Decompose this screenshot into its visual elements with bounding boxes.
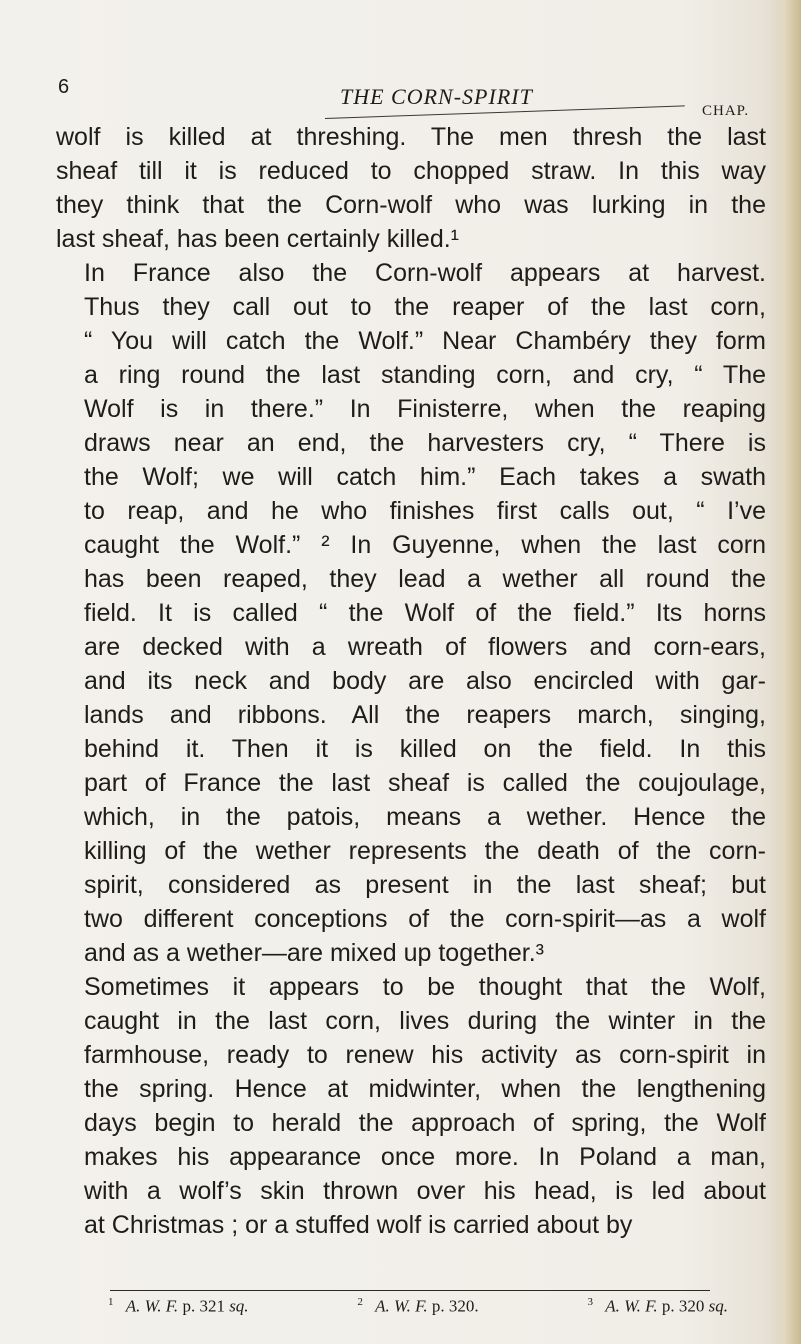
footnote-source: A. W. F. xyxy=(125,1296,179,1316)
footnote-ref: p. 321 xyxy=(182,1296,225,1316)
footnote-number: 3 xyxy=(587,1296,593,1308)
text-line: are decked with a wreath of flowers and corn-ears, xyxy=(84,633,766,661)
footnote-1 xyxy=(108,1296,249,1317)
text-line: which, in the patois, means a wether. Hence the xyxy=(84,803,766,831)
text-line: draws near an end, the harvesters cry, “ There is xyxy=(84,429,766,457)
page-number: 6 xyxy=(58,76,70,98)
text-line: last sheaf, has been certainly killed.¹ xyxy=(56,225,459,253)
text-line: sheaf till it is reduced to chopped straw. In this way xyxy=(56,157,766,185)
text-line: days begin to herald the approach of spring, the Wolf xyxy=(84,1109,766,1137)
text-line: caught the Wolf.” ² In Guyenne, when the last corn xyxy=(84,531,766,559)
footnote-ref: p. 320 xyxy=(661,1296,705,1316)
paragraph xyxy=(56,970,766,1242)
footnote-source: A. W. F. xyxy=(375,1296,428,1316)
text-line: and as a wether—are mixed up together.³ xyxy=(84,939,544,967)
footnote-number: 2 xyxy=(357,1296,363,1308)
page-edge xyxy=(773,0,801,1344)
footnote-3 xyxy=(587,1296,728,1317)
text-line: the Wolf; we will catch him.” Each takes a swath xyxy=(84,463,766,491)
text-line: Sometimes it appears to be thought that the Wolf, xyxy=(84,973,766,1001)
text-line: to reap, and he who finishes first calls out, “ I’ve xyxy=(84,497,766,525)
text-line: Thus they call out to the reaper of the last corn, xyxy=(84,293,766,321)
text-line: killing of the wether represents the death of the corn- xyxy=(84,837,766,865)
chapter-label: CHAP. xyxy=(702,103,750,119)
paragraph xyxy=(56,120,766,256)
text-line: has been reaped, they lead a wether all round the xyxy=(84,565,766,593)
footnotes xyxy=(108,1296,728,1317)
text-line: part of France the last sheaf is called the coujoulage, xyxy=(84,769,766,797)
footnote-number: 1 xyxy=(108,1296,114,1308)
text-line: field. It is called “ the Wolf of the field.” Its horns xyxy=(84,599,766,627)
text-line: spirit, considered as present in the last sheaf; but xyxy=(84,871,766,899)
footnote-ref: p. 320. xyxy=(431,1296,479,1316)
text-line: behind it. Then it is killed on the field. In this xyxy=(84,735,766,763)
text-line: they think that the Corn-wolf who was lurking in the xyxy=(56,191,766,219)
text-line: Wolf is in there.” In Finisterre, when the reaping xyxy=(84,395,766,423)
text-line: at Christmas ; or a stuffed wolf is carried about by xyxy=(84,1211,633,1239)
text-line: a ring round the last standing corn, and cry, “ The xyxy=(84,361,766,389)
running-head: THE CORN-SPIRIT xyxy=(340,84,533,109)
text-line: wolf is killed at threshing. The men thresh the last xyxy=(56,123,766,151)
text-line: with a wolf’s skin thrown over his head, is led about xyxy=(84,1177,766,1205)
paragraph xyxy=(56,256,766,970)
footnote-2 xyxy=(357,1296,478,1317)
text-line: the spring. Hence at midwinter, when the lengthening xyxy=(84,1075,766,1103)
text-line: caught in the last corn, lives during the winter in the xyxy=(84,1007,766,1035)
text-line: two different conceptions of the corn-spirit—as a wolf xyxy=(84,905,766,933)
text-line: “ You will catch the Wolf.” Near Chambéry they form xyxy=(84,327,766,355)
text-line: In France also the Corn-wolf appears at harvest. xyxy=(84,259,766,287)
footnote-suffix: sq. xyxy=(229,1296,249,1316)
footnote-suffix: sq. xyxy=(708,1296,728,1316)
text-line: makes his appearance once more. In Poland a man, xyxy=(84,1143,766,1171)
text-line: and its neck and body are also encircled with gar- xyxy=(84,667,766,695)
footnote-rule xyxy=(110,1290,710,1291)
body-text xyxy=(56,120,766,1242)
text-line: farmhouse, ready to renew his activity as corn-spirit in xyxy=(84,1041,766,1069)
page-header xyxy=(0,0,801,119)
text-line: lands and ribbons. All the reapers march, singing, xyxy=(84,701,766,729)
footnote-source: A. W. F. xyxy=(605,1296,658,1316)
